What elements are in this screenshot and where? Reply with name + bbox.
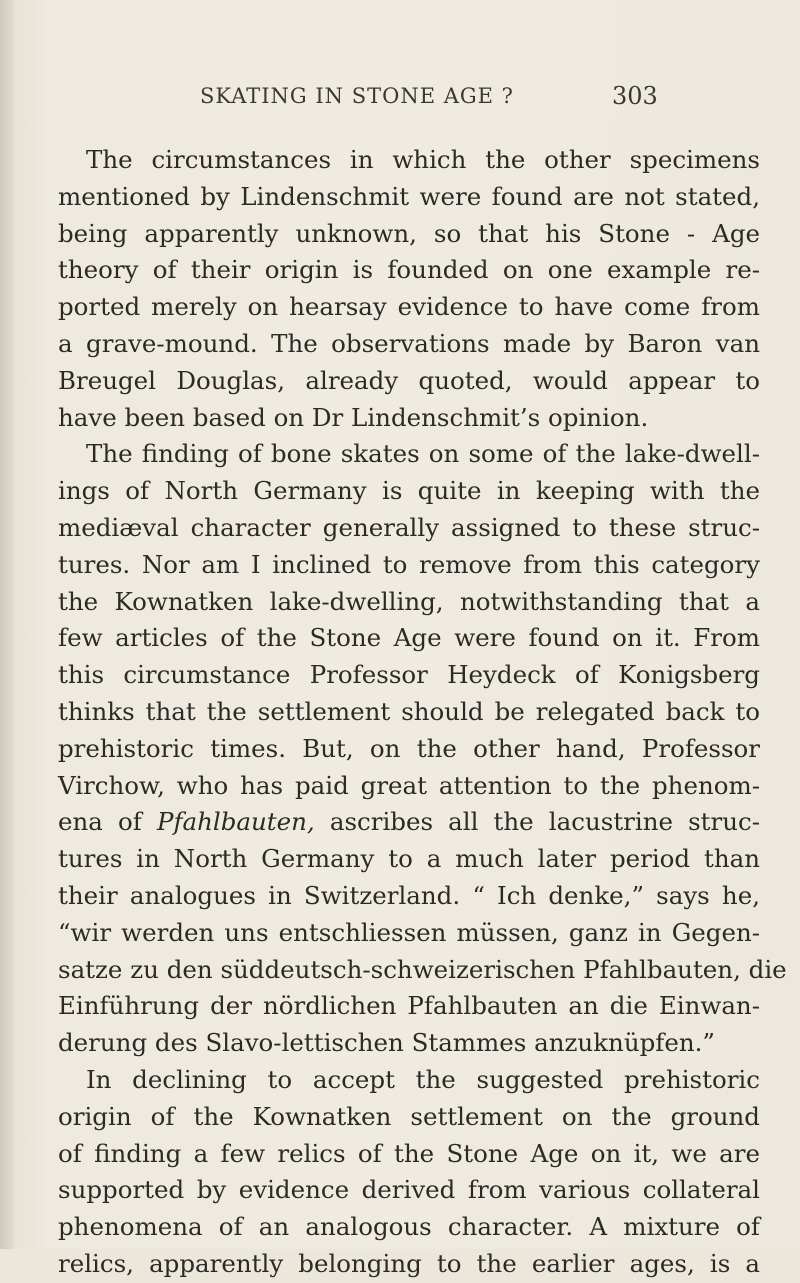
text-segment: ena of [58,807,157,837]
running-head: SKATING IN STONE AGE ? [200,84,514,108]
text-line: mentioned by Lindenschmit were found are not stated, [58,181,760,211]
text-line: theory of their origin is founded on one example re- [58,255,760,285]
text-line: ported merely on hearsay evidence to have come from [58,292,760,322]
text-line: a grave-mound. The observations made by Baron van [58,328,760,358]
text-line-with-italic [58,804,760,841]
text-line: thinks that the settlement should be relegated back to [58,696,760,726]
text-line: satze zu den süddeutsch-schweizerischen Pfahlbauten, die [58,954,787,984]
text-line: ings of North Germany is quite in keeping with the [58,476,760,506]
text-line: Einführung der nördlichen Pfahlbauten an die Einwan- [58,991,760,1021]
text-line: “wir werden uns entschliessen müssen, ganz in Gegen- [58,917,760,947]
text-line: tures in North Germany to a much later period than [58,844,760,874]
text-line: of finding a few relics of the Stone Age on it, we are [58,1138,760,1168]
text-line: Breugel Douglas, already quoted, would appear to [58,365,760,395]
page-gutter-shadow [0,0,14,1249]
text-line: tures. Nor am I inclined to remove from this category [58,549,760,579]
italic-term: Pfahlbauten, [156,807,315,837]
text-line: have been based on Dr Lindenschmit’s opinion. [58,402,649,432]
text-line: In declining to accept the suggested prehistoric [86,1064,760,1094]
text-line: the Kownatken lake-dwelling, notwithstanding that a [58,586,760,616]
text-line: relics, apparently belonging to the earlier ages, is a [58,1248,760,1278]
text-line: their analogues in Switzerland. “ Ich denke,” says he, [58,880,760,910]
text-line: derung des Slavo-lettischen Stammes anzuknüpfen.” [58,1028,715,1058]
text-line: this circumstance Professor Heydeck of Konigsberg [58,660,760,690]
body-text [58,142,787,1283]
text-line: origin of the Kownatken settlement on the ground [58,1101,760,1131]
text-line: Virchow, who has paid great attention to the phenom- [58,770,760,800]
text-line: The finding of bone skates on some of the lake-dwell- [86,439,760,469]
text-line: being apparently unknown, so that his Stone - Age [58,218,760,248]
text-line: The circumstances in which the other specimens [86,145,760,174]
text-line: supported by evidence derived from various collateral [58,1175,760,1205]
text-line: mediæval character generally assigned to these struc- [58,512,760,542]
page-number: 303 [612,82,658,110]
text-line: few articles of the Stone Age were found on it. From [58,623,760,653]
text-segment: ascribes all the lacustrine struc- [314,807,761,837]
text-line: prehistoric times. But, on the other hand, Professor [58,733,760,763]
text-line: phenomena of an analogous character. A mixture of [58,1212,760,1242]
